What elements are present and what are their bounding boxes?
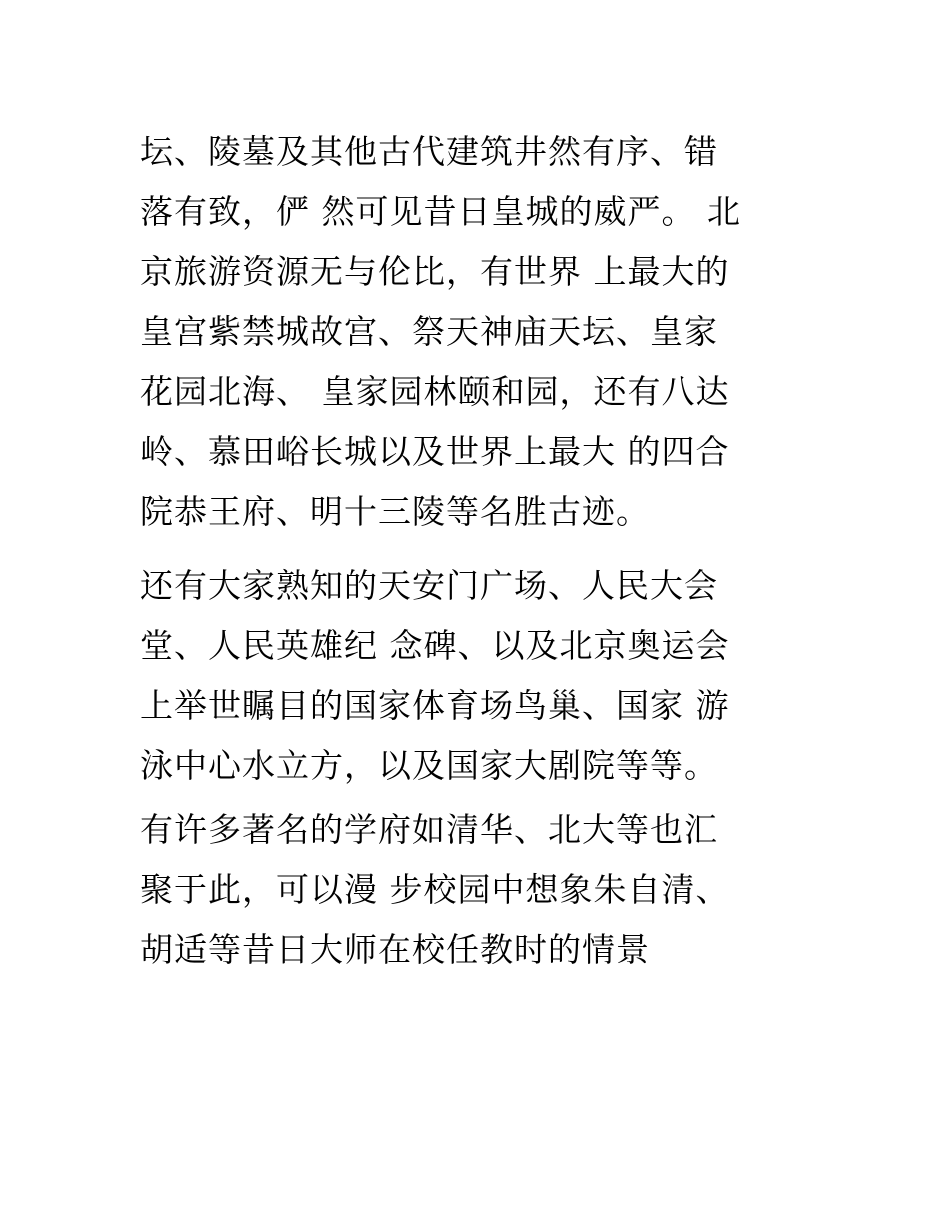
text-line: 聚于此，可以漫 步校园中想象朱自清、 [140, 870, 730, 909]
text-line: 院恭王府、明十三陵等名胜古迹。 [140, 492, 650, 531]
text-line: 皇宫紫禁城故宫、祭天神庙天坛、皇家 [140, 312, 718, 351]
text-line: 上举世瞩目的国家体育场鸟巢、国家 游 [140, 686, 730, 725]
text-line: 堂、人民英雄纪 念碑、以及北京奥运会 [140, 626, 730, 665]
text-line: 泳中心水立方，以及国家大剧院等等。 [140, 746, 718, 785]
text-line: 京旅游资源无与伦比，有世界 上最大的 [140, 252, 730, 291]
paragraph-beijing-landmarks [140, 122, 840, 542]
text-line: 有许多著名的学府如清华、北大等也汇 [140, 810, 718, 849]
paragraph-universities [140, 800, 840, 980]
text-line: 落有致，俨 然可见昔日皇城的威严。 北 [140, 192, 741, 231]
text-line: 坛、陵墓及其他古代建筑井然有序、错 [140, 132, 718, 171]
text-line: 还有大家熟知的天安门广场、人民大会 [140, 566, 718, 605]
text-line: 胡适等昔日大师在校任教时的情景 [140, 930, 650, 969]
text-line: 花园北海、 皇家园林颐和园，还有八达 [140, 372, 730, 411]
text-line: 岭、慕田峪长城以及世界上最大 的四合 [140, 432, 730, 471]
paragraph-modern-landmarks [140, 556, 840, 796]
